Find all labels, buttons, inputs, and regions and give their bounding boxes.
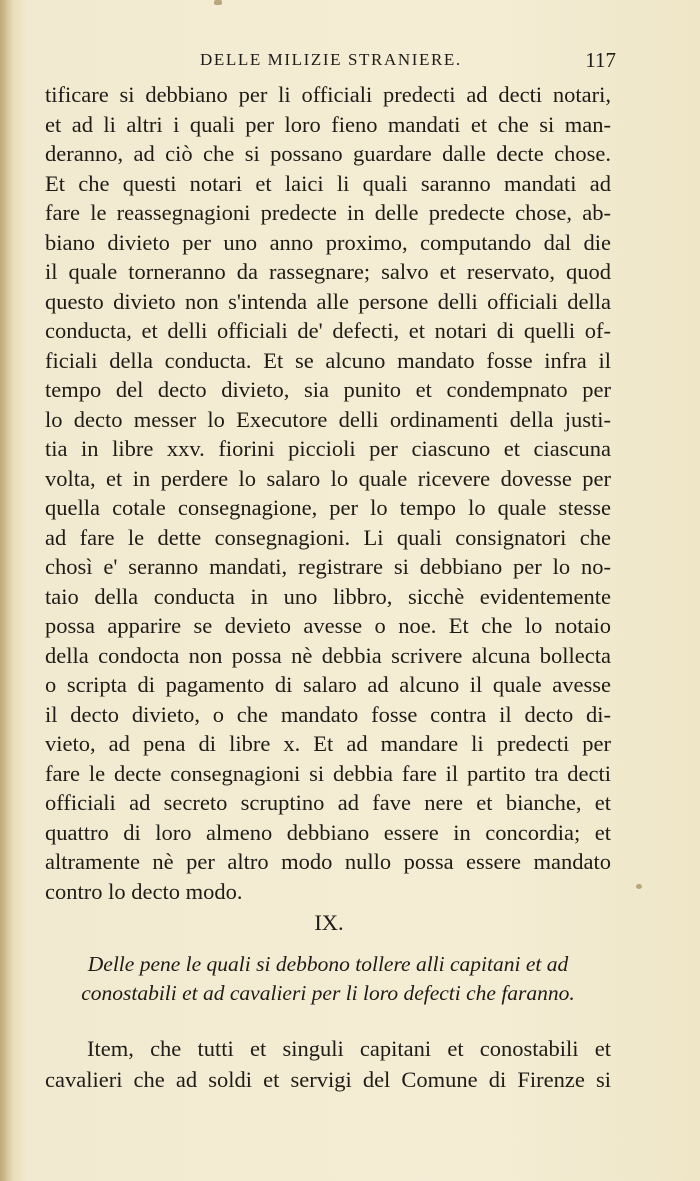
section-title xyxy=(45,950,611,1009)
text-line: taio della conducta in uno libbro, sicchè evidentemente xyxy=(45,583,611,609)
text-line: fare le reassegnagioni predecte in delle predecte chose, ab- xyxy=(45,200,611,225)
page-mark xyxy=(214,0,222,5)
text-line: questo divieto non s'intenda alle persone delli officiali della xyxy=(45,288,611,314)
page-number: 117 xyxy=(585,48,616,72)
text-line: della condocta non possa nè debbia scrivere alcuna bollecta xyxy=(45,642,611,668)
text-line: Et che questi notari et laici li quali saranno mandati ad xyxy=(45,170,611,196)
text-line: contro lo decto modo. xyxy=(45,878,243,904)
text-line: cavalieri che ad soldi et servigi del Comune di Firenze si xyxy=(45,1066,611,1092)
text-line: il quale torneranno da rassegnare; salvo et reservato, quod xyxy=(45,259,611,284)
section-title-line: Delle pene le quali si debbono tollere alli capitani et ad xyxy=(87,951,569,976)
text-line: officiali ad secreto scruptino ad fave nere et bianche, et xyxy=(45,790,611,815)
body-paragraph xyxy=(45,1033,611,1095)
text-line: altramente nè per altro modo nullo possa essere mandato xyxy=(45,849,611,874)
text-line: quella cotale consegnagione, per lo tempo lo quale stesse xyxy=(45,495,611,520)
text-line: fare le decte consegnagioni si debbia fare il partito tra decti xyxy=(45,760,611,786)
text-line: tia in libre xxv. fiorini piccioli per ciascuno et ciascuna xyxy=(45,436,611,461)
text-line: vieto, ad pena di libre x. Et ad mandare li predecti per xyxy=(45,731,611,756)
text-line: il decto divieto, o che mandato fosse contra il decto di- xyxy=(45,701,611,727)
text-line: Item, che tutti et singuli capitani et conostabili et xyxy=(87,1035,611,1061)
text-line: volta, et in perdere lo salaro lo quale ricevere dovesse per xyxy=(45,465,611,491)
text-line: possa apparire se devieto avesse o noe. Et che lo notaio xyxy=(45,613,611,638)
text-line: et ad li altri i quali per loro fieno mandati et che si man- xyxy=(45,111,611,137)
page-header xyxy=(0,50,700,78)
text-line: ad fare le dette consegnagioni. Li quali consignatori che xyxy=(45,524,611,550)
running-head: DELLE MILIZIE STRANIERE. xyxy=(200,50,462,69)
text-line: biano divieto per uno anno proximo, computando dal die xyxy=(45,229,611,255)
main-paragraph xyxy=(45,80,611,906)
text-line: conducta, et delli officiali de' defecti, et notari di quelli of- xyxy=(45,318,611,343)
text-line: quattro di loro almeno debbiano essere in concordia; et xyxy=(45,819,611,845)
spine-shadow xyxy=(0,0,14,1181)
text-line: chosì e' seranno mandati, registrare si debbiano per lo no- xyxy=(45,554,611,579)
text-line: tificare si debbiano per li officiali predecti ad decti notari, xyxy=(45,82,611,107)
section-title-line: conostabili et ad cavalieri per li loro defecti che faranno. xyxy=(81,981,575,1005)
text-block xyxy=(45,80,611,1095)
text-line: tempo del decto divieto, sia punito et condempnato per xyxy=(45,377,611,402)
text-line: ficiali della conducta. Et se alcuno mandato fosse infra il xyxy=(45,347,611,373)
section-number: IX. xyxy=(314,910,344,935)
paper-speck xyxy=(636,884,642,889)
text-line: deranno, ad ciò che si possano guardare dalle decte chose. xyxy=(45,141,611,166)
text-line: o scripta di pagamento di salaro ad alcuno il quale avesse xyxy=(45,672,611,697)
text-line: lo decto messer lo Executore delli ordinamenti della justi- xyxy=(45,406,611,432)
